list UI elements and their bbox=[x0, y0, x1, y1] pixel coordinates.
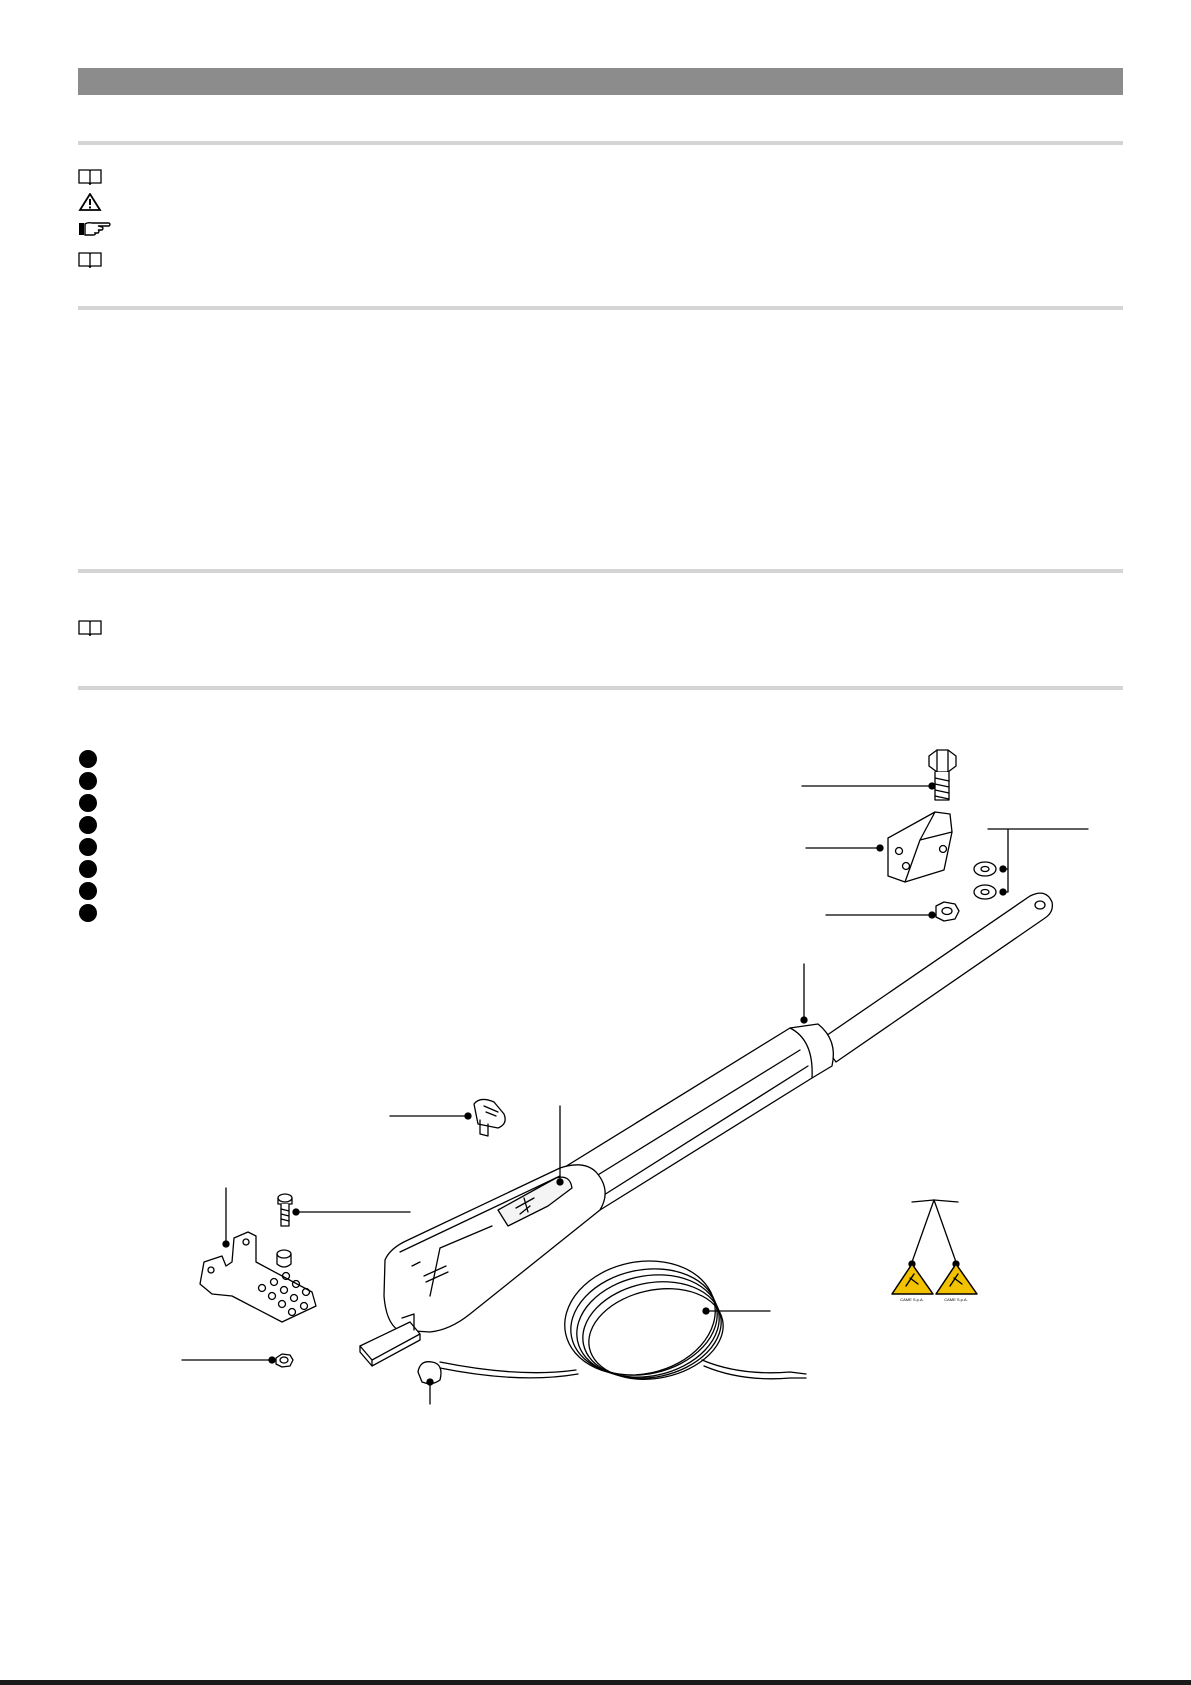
washers bbox=[974, 862, 996, 899]
leader-dot bbox=[269, 1357, 275, 1363]
leader-dot bbox=[465, 1113, 471, 1119]
leader-dot bbox=[801, 1017, 807, 1023]
leader-dot bbox=[1000, 866, 1006, 872]
warning-label-text: CAME S.p.A. bbox=[900, 1297, 924, 1302]
footer-line bbox=[0, 1680, 1191, 1685]
warning-label-text: CAME S.p.A. bbox=[944, 1297, 968, 1302]
section-rule-2 bbox=[78, 306, 1123, 310]
front-bracket bbox=[200, 1232, 316, 1322]
exploded-view-figure bbox=[0, 680, 1191, 1420]
nut bbox=[936, 902, 959, 921]
section-rule-1 bbox=[78, 141, 1123, 145]
screw bbox=[278, 1194, 292, 1226]
leader-dot bbox=[223, 1241, 229, 1247]
self-locking-nut bbox=[276, 1354, 293, 1367]
leader-dot bbox=[703, 1308, 709, 1314]
leader-dot bbox=[557, 1179, 563, 1185]
leader-dot bbox=[293, 1209, 299, 1215]
warning-labels bbox=[892, 1200, 977, 1294]
rear-bracket bbox=[888, 812, 952, 882]
book-icon bbox=[78, 619, 102, 637]
book-icon bbox=[78, 168, 102, 186]
spacer bbox=[277, 1250, 291, 1267]
header-bar bbox=[78, 68, 1123, 95]
leader-dot bbox=[929, 912, 935, 918]
release-key bbox=[474, 1099, 505, 1136]
book-icon bbox=[78, 251, 102, 269]
leader-dot bbox=[877, 845, 883, 851]
leader-dot bbox=[427, 1379, 433, 1385]
warning-triangle-icon bbox=[78, 193, 102, 211]
section-rule-3 bbox=[78, 569, 1123, 573]
pointing-hand-icon bbox=[78, 219, 112, 237]
leader-dot bbox=[1000, 889, 1006, 895]
bolt bbox=[929, 750, 956, 800]
leader-line bbox=[988, 829, 1088, 892]
description-section bbox=[78, 325, 1123, 555]
leader-dot bbox=[929, 783, 935, 789]
